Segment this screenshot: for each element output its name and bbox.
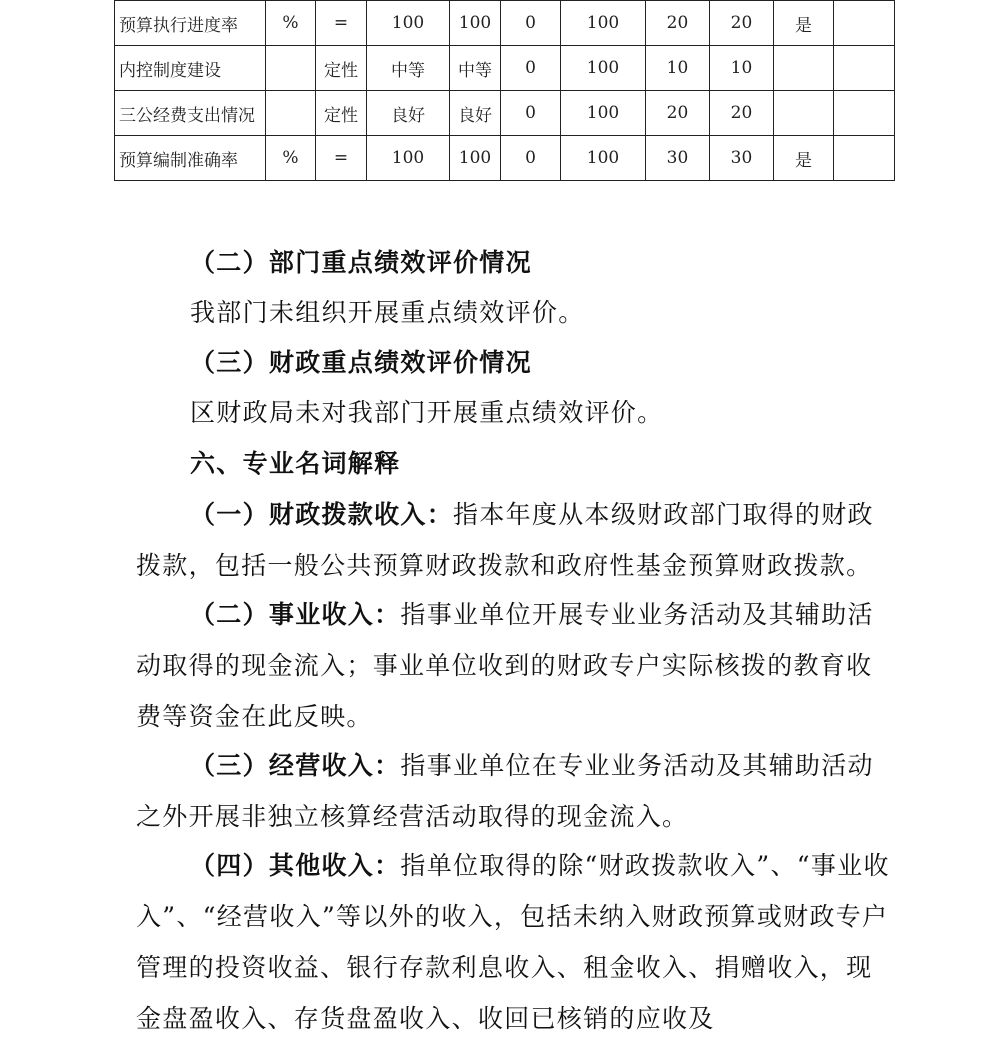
table-cell: 100 bbox=[450, 136, 501, 181]
table-cell: 20 bbox=[710, 1, 774, 46]
table-cell: = bbox=[316, 136, 367, 181]
table-cell: 中等 bbox=[450, 46, 501, 91]
table-cell: 定性 bbox=[316, 46, 367, 91]
table-cell: 0 bbox=[501, 136, 561, 181]
table-body bbox=[115, 1, 895, 181]
table-cell: 预算执行进度率 bbox=[115, 1, 266, 46]
term-2-definition: 指事业单位开展专业业务活动及其辅助活动取得的现金流入；事业单位收到的财政专户实际核拨的教育收费等资金在此反映。 bbox=[136, 600, 874, 731]
table-cell: 100 bbox=[561, 46, 646, 91]
table-cell: 良好 bbox=[450, 91, 501, 136]
table-cell: 内控制度建设 bbox=[115, 46, 266, 91]
table-cell: 0 bbox=[501, 1, 561, 46]
term-4-label: （四）其他收入： bbox=[190, 851, 401, 880]
term-4-definition: 指单位取得的除“财政拨款收入”、“事业收入”、“经营收入”等以外的收入，包括未纳入财政预算或财政专户管理的投资收益、银行存款利息收入、租金收入、捐赠收入，现金盘盈收入、存货盘盈收入、收回已核销的应收及 bbox=[136, 851, 890, 1033]
table-cell: = bbox=[316, 1, 367, 46]
section-2-text: 我部门未组织开展重点绩效评价。 bbox=[190, 298, 585, 327]
term-3-definition: 指事业单位在专业业务活动及其辅助活动之外开展非独立核算经营活动取得的现金流入。 bbox=[136, 751, 874, 831]
table-cell bbox=[266, 46, 316, 91]
table-cell bbox=[266, 91, 316, 136]
table-cell: 100 bbox=[561, 136, 646, 181]
table-cell: % bbox=[266, 136, 316, 181]
term-1-label: （一）财政拨款收入： bbox=[190, 500, 454, 529]
table-cell: 20 bbox=[646, 91, 710, 136]
table-cell: 100 bbox=[367, 136, 450, 181]
term-2-label: （二）事业收入： bbox=[190, 600, 401, 629]
table-row bbox=[115, 1, 895, 46]
table-cell: 20 bbox=[646, 1, 710, 46]
term-1-definition: 指本年度从本级财政部门取得的财政拨款，包括一般公共预算财政拨款和政府性基金预算财政拨款。 bbox=[136, 500, 874, 580]
chapter-6-heading: 六、专业名词解释 bbox=[190, 449, 401, 478]
table-cell bbox=[834, 1, 895, 46]
term-3-paragraph bbox=[136, 740, 896, 842]
table-cell: 100 bbox=[561, 91, 646, 136]
table-cell: 100 bbox=[450, 1, 501, 46]
table-cell: 是 bbox=[774, 1, 834, 46]
table-cell: 10 bbox=[710, 46, 774, 91]
table-cell bbox=[774, 46, 834, 91]
table-row bbox=[115, 46, 895, 91]
table-cell: 20 bbox=[710, 91, 774, 136]
table-cell: 预算编制准确率 bbox=[115, 136, 266, 181]
table-cell: 10 bbox=[646, 46, 710, 91]
table-cell: 100 bbox=[367, 1, 450, 46]
table-row bbox=[115, 91, 895, 136]
table-cell: 0 bbox=[501, 91, 561, 136]
table-cell: 良好 bbox=[367, 91, 450, 136]
table-cell: 0 bbox=[501, 46, 561, 91]
term-3-label: （三）经营收入： bbox=[190, 751, 401, 780]
table-cell: 30 bbox=[646, 136, 710, 181]
table-cell: 是 bbox=[774, 136, 834, 181]
performance-indicator-table bbox=[114, 0, 895, 181]
table-cell: 三公经费支出情况 bbox=[115, 91, 266, 136]
table-row bbox=[115, 136, 895, 181]
section-2-heading: （二）部门重点绩效评价情况 bbox=[190, 248, 532, 277]
term-2-paragraph bbox=[136, 589, 896, 742]
section-3-heading: （三）财政重点绩效评价情况 bbox=[190, 348, 532, 377]
term-1-paragraph bbox=[136, 489, 896, 591]
table-cell bbox=[834, 136, 895, 181]
term-4-paragraph bbox=[136, 840, 896, 1044]
section-3-text: 区财政局未对我部门开展重点绩效评价。 bbox=[190, 398, 664, 427]
table-cell bbox=[774, 91, 834, 136]
table-cell: 定性 bbox=[316, 91, 367, 136]
table-cell: 30 bbox=[710, 136, 774, 181]
table-cell bbox=[834, 46, 895, 91]
table-cell: 中等 bbox=[367, 46, 450, 91]
table-cell bbox=[834, 91, 895, 136]
table-cell: 100 bbox=[561, 1, 646, 46]
table-cell: % bbox=[266, 1, 316, 46]
